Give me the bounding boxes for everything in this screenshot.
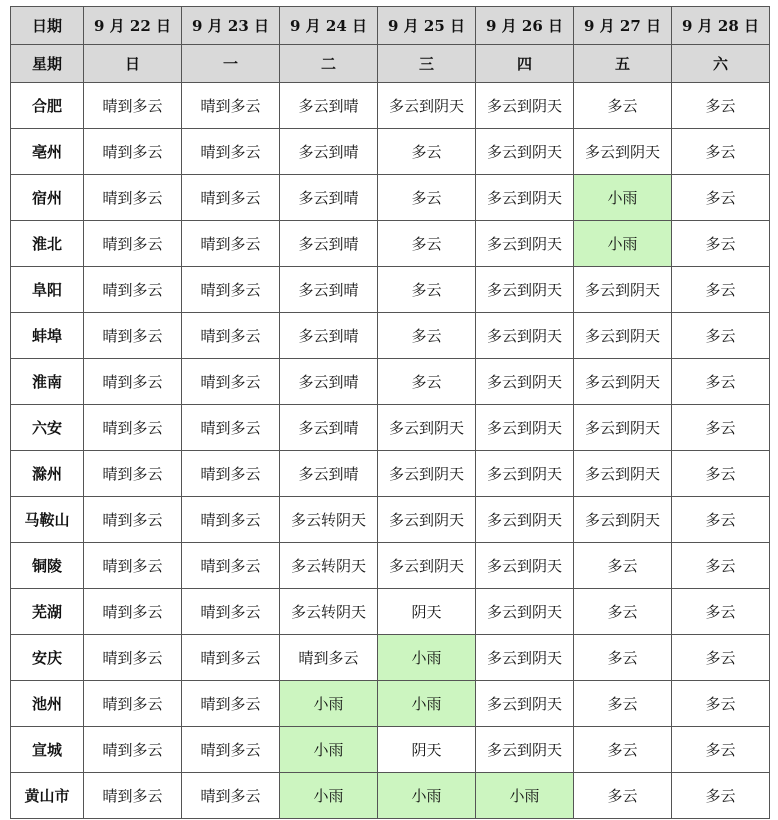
city-name-cell: 宣城 bbox=[11, 727, 84, 773]
forecast-cell: 多云 bbox=[672, 543, 770, 589]
forecast-cell: 多云到晴 bbox=[280, 175, 378, 221]
forecast-cell: 多云 bbox=[672, 313, 770, 359]
weekday-header-cell: 日 bbox=[84, 45, 182, 83]
forecast-cell: 多云转阴天 bbox=[280, 543, 378, 589]
forecast-cell: 多云到阴天 bbox=[476, 267, 574, 313]
forecast-cell: 多云到阴天 bbox=[378, 451, 476, 497]
forecast-cell: 多云 bbox=[574, 635, 672, 681]
forecast-cell: 多云到晴 bbox=[280, 359, 378, 405]
forecast-cell: 晴到多云 bbox=[182, 405, 280, 451]
city-name-cell: 黄山市 bbox=[11, 773, 84, 819]
weekday-header-cell: 一 bbox=[182, 45, 280, 83]
city-name-cell: 马鞍山 bbox=[11, 497, 84, 543]
forecast-cell: 多云到阴天 bbox=[574, 497, 672, 543]
forecast-cell: 晴到多云 bbox=[84, 267, 182, 313]
forecast-cell: 晴到多云 bbox=[84, 221, 182, 267]
forecast-cell: 晴到多云 bbox=[182, 635, 280, 681]
forecast-cell: 多云到阴天 bbox=[378, 543, 476, 589]
weekday-header-cell: 三 bbox=[378, 45, 476, 83]
forecast-cell: 多云到阴天 bbox=[476, 175, 574, 221]
forecast-cell: 多云到阴天 bbox=[476, 681, 574, 727]
table-row bbox=[11, 497, 770, 543]
forecast-cell: 小雨 bbox=[280, 727, 378, 773]
table-row bbox=[11, 313, 770, 359]
forecast-cell: 多云到阴天 bbox=[378, 405, 476, 451]
table-row bbox=[11, 681, 770, 727]
date-header-row bbox=[11, 7, 770, 45]
table-row bbox=[11, 635, 770, 681]
forecast-cell: 多云到晴 bbox=[280, 451, 378, 497]
forecast-cell: 多云到晴 bbox=[280, 83, 378, 129]
date-header-cell: 9 月 26 日 bbox=[476, 7, 574, 45]
date-header-cell: 9 月 28 日 bbox=[672, 7, 770, 45]
forecast-cell: 晴到多云 bbox=[182, 83, 280, 129]
forecast-cell: 晴到多云 bbox=[182, 129, 280, 175]
forecast-cell: 小雨 bbox=[378, 681, 476, 727]
forecast-cell: 小雨 bbox=[280, 681, 378, 727]
forecast-cell: 晴到多云 bbox=[182, 589, 280, 635]
forecast-cell: 晴到多云 bbox=[182, 359, 280, 405]
forecast-cell: 多云 bbox=[574, 83, 672, 129]
forecast-cell: 多云 bbox=[672, 267, 770, 313]
forecast-cell: 晴到多云 bbox=[182, 175, 280, 221]
forecast-cell: 小雨 bbox=[574, 175, 672, 221]
table-row bbox=[11, 129, 770, 175]
table-row bbox=[11, 773, 770, 819]
city-name-cell: 亳州 bbox=[11, 129, 84, 175]
weekday-header-cell: 二 bbox=[280, 45, 378, 83]
forecast-cell: 晴到多云 bbox=[280, 635, 378, 681]
forecast-cell: 小雨 bbox=[378, 773, 476, 819]
weekday-header-cell: 六 bbox=[672, 45, 770, 83]
forecast-cell: 晴到多云 bbox=[182, 727, 280, 773]
forecast-cell: 多云到阴天 bbox=[574, 405, 672, 451]
forecast-cell: 多云 bbox=[574, 589, 672, 635]
forecast-cell: 多云到阴天 bbox=[476, 359, 574, 405]
forecast-cell: 多云到阴天 bbox=[574, 359, 672, 405]
forecast-cell: 晴到多云 bbox=[84, 727, 182, 773]
forecast-cell: 多云 bbox=[672, 451, 770, 497]
forecast-cell: 多云 bbox=[672, 727, 770, 773]
forecast-cell: 多云到阴天 bbox=[476, 221, 574, 267]
city-name-cell: 合肥 bbox=[11, 83, 84, 129]
forecast-cell: 多云到阴天 bbox=[574, 451, 672, 497]
forecast-cell: 多云 bbox=[672, 221, 770, 267]
city-name-cell: 淮北 bbox=[11, 221, 84, 267]
forecast-cell: 小雨 bbox=[378, 635, 476, 681]
date-header-cell: 9 月 22 日 bbox=[84, 7, 182, 45]
forecast-cell: 晴到多云 bbox=[84, 313, 182, 359]
forecast-cell: 晴到多云 bbox=[182, 773, 280, 819]
forecast-cell: 多云到阴天 bbox=[476, 313, 574, 359]
forecast-cell: 晴到多云 bbox=[182, 543, 280, 589]
forecast-cell: 小雨 bbox=[476, 773, 574, 819]
weekday-header-cell: 四 bbox=[476, 45, 574, 83]
forecast-cell: 多云 bbox=[672, 83, 770, 129]
forecast-cell: 晴到多云 bbox=[182, 681, 280, 727]
weekday-header-row bbox=[11, 45, 770, 83]
weekday-header-cell: 五 bbox=[574, 45, 672, 83]
city-name-cell: 淮南 bbox=[11, 359, 84, 405]
forecast-cell: 晴到多云 bbox=[84, 405, 182, 451]
forecast-cell: 晴到多云 bbox=[84, 129, 182, 175]
city-name-cell: 蚌埠 bbox=[11, 313, 84, 359]
city-name-cell: 六安 bbox=[11, 405, 84, 451]
forecast-cell: 多云 bbox=[378, 129, 476, 175]
city-name-cell: 安庆 bbox=[11, 635, 84, 681]
forecast-cell: 晴到多云 bbox=[182, 451, 280, 497]
forecast-cell: 多云到阴天 bbox=[378, 497, 476, 543]
city-name-cell: 芜湖 bbox=[11, 589, 84, 635]
forecast-cell: 多云 bbox=[672, 129, 770, 175]
forecast-cell: 晴到多云 bbox=[84, 175, 182, 221]
date-header-cell: 9 月 24 日 bbox=[280, 7, 378, 45]
table-row bbox=[11, 727, 770, 773]
forecast-cell: 多云到阴天 bbox=[476, 497, 574, 543]
forecast-cell: 多云到阴天 bbox=[476, 727, 574, 773]
date-header-cell: 9 月 23 日 bbox=[182, 7, 280, 45]
forecast-cell: 多云 bbox=[672, 359, 770, 405]
forecast-cell: 多云 bbox=[378, 221, 476, 267]
date-header-label: 日期 bbox=[11, 7, 84, 45]
forecast-cell: 多云到阴天 bbox=[476, 405, 574, 451]
forecast-cell: 多云 bbox=[378, 175, 476, 221]
forecast-table bbox=[10, 6, 770, 819]
forecast-cell: 多云到阴天 bbox=[476, 543, 574, 589]
forecast-cell: 多云到晴 bbox=[280, 129, 378, 175]
forecast-cell: 多云 bbox=[378, 359, 476, 405]
forecast-cell: 多云到阴天 bbox=[574, 129, 672, 175]
forecast-cell: 小雨 bbox=[280, 773, 378, 819]
forecast-cell: 阴天 bbox=[378, 589, 476, 635]
forecast-cell: 多云到晴 bbox=[280, 267, 378, 313]
forecast-cell: 多云 bbox=[378, 267, 476, 313]
forecast-cell: 多云到阴天 bbox=[476, 83, 574, 129]
forecast-cell: 晴到多云 bbox=[84, 359, 182, 405]
date-header-cell: 9 月 25 日 bbox=[378, 7, 476, 45]
forecast-cell: 小雨 bbox=[574, 221, 672, 267]
table-row bbox=[11, 267, 770, 313]
table-row bbox=[11, 359, 770, 405]
forecast-cell: 晴到多云 bbox=[84, 83, 182, 129]
forecast-cell: 晴到多云 bbox=[84, 589, 182, 635]
forecast-cell: 多云 bbox=[672, 681, 770, 727]
forecast-cell: 多云 bbox=[574, 681, 672, 727]
table-row bbox=[11, 589, 770, 635]
forecast-cell: 多云到阴天 bbox=[476, 589, 574, 635]
table-row bbox=[11, 221, 770, 267]
table-row bbox=[11, 543, 770, 589]
forecast-cell: 晴到多云 bbox=[182, 221, 280, 267]
forecast-cell: 晴到多云 bbox=[84, 635, 182, 681]
forecast-cell: 晴到多云 bbox=[84, 773, 182, 819]
forecast-cell: 多云到阴天 bbox=[574, 313, 672, 359]
forecast-cell: 多云 bbox=[672, 635, 770, 681]
forecast-cell: 多云到晴 bbox=[280, 405, 378, 451]
forecast-cell: 晴到多云 bbox=[182, 267, 280, 313]
city-name-cell: 池州 bbox=[11, 681, 84, 727]
city-name-cell: 铜陵 bbox=[11, 543, 84, 589]
forecast-cell: 晴到多云 bbox=[84, 681, 182, 727]
city-name-cell: 滁州 bbox=[11, 451, 84, 497]
city-name-cell: 宿州 bbox=[11, 175, 84, 221]
forecast-table-container bbox=[10, 6, 770, 819]
forecast-cell: 晴到多云 bbox=[182, 497, 280, 543]
forecast-cell: 多云 bbox=[672, 405, 770, 451]
forecast-cell: 多云 bbox=[574, 727, 672, 773]
forecast-cell: 晴到多云 bbox=[84, 497, 182, 543]
weekday-header-label: 星期 bbox=[11, 45, 84, 83]
forecast-cell: 多云到晴 bbox=[280, 221, 378, 267]
forecast-cell: 多云到晴 bbox=[280, 313, 378, 359]
forecast-cell: 多云到阴天 bbox=[476, 129, 574, 175]
forecast-cell: 阴天 bbox=[378, 727, 476, 773]
forecast-cell: 多云 bbox=[574, 773, 672, 819]
city-name-cell: 阜阳 bbox=[11, 267, 84, 313]
forecast-cell: 多云 bbox=[378, 313, 476, 359]
table-row bbox=[11, 175, 770, 221]
forecast-cell: 晴到多云 bbox=[84, 543, 182, 589]
forecast-cell: 多云到阴天 bbox=[378, 83, 476, 129]
forecast-cell: 多云到阴天 bbox=[574, 267, 672, 313]
forecast-cell: 晴到多云 bbox=[84, 451, 182, 497]
forecast-cell: 多云到阴天 bbox=[476, 451, 574, 497]
forecast-cell: 多云 bbox=[672, 175, 770, 221]
table-row bbox=[11, 83, 770, 129]
forecast-table-body bbox=[11, 7, 770, 819]
date-header-cell: 9 月 27 日 bbox=[574, 7, 672, 45]
table-row bbox=[11, 451, 770, 497]
forecast-cell: 晴到多云 bbox=[182, 313, 280, 359]
table-row bbox=[11, 405, 770, 451]
forecast-cell: 多云 bbox=[574, 543, 672, 589]
forecast-cell: 多云转阴天 bbox=[280, 589, 378, 635]
forecast-cell: 多云转阴天 bbox=[280, 497, 378, 543]
forecast-cell: 多云 bbox=[672, 773, 770, 819]
forecast-cell: 多云 bbox=[672, 589, 770, 635]
forecast-cell: 多云到阴天 bbox=[476, 635, 574, 681]
forecast-cell: 多云 bbox=[672, 497, 770, 543]
